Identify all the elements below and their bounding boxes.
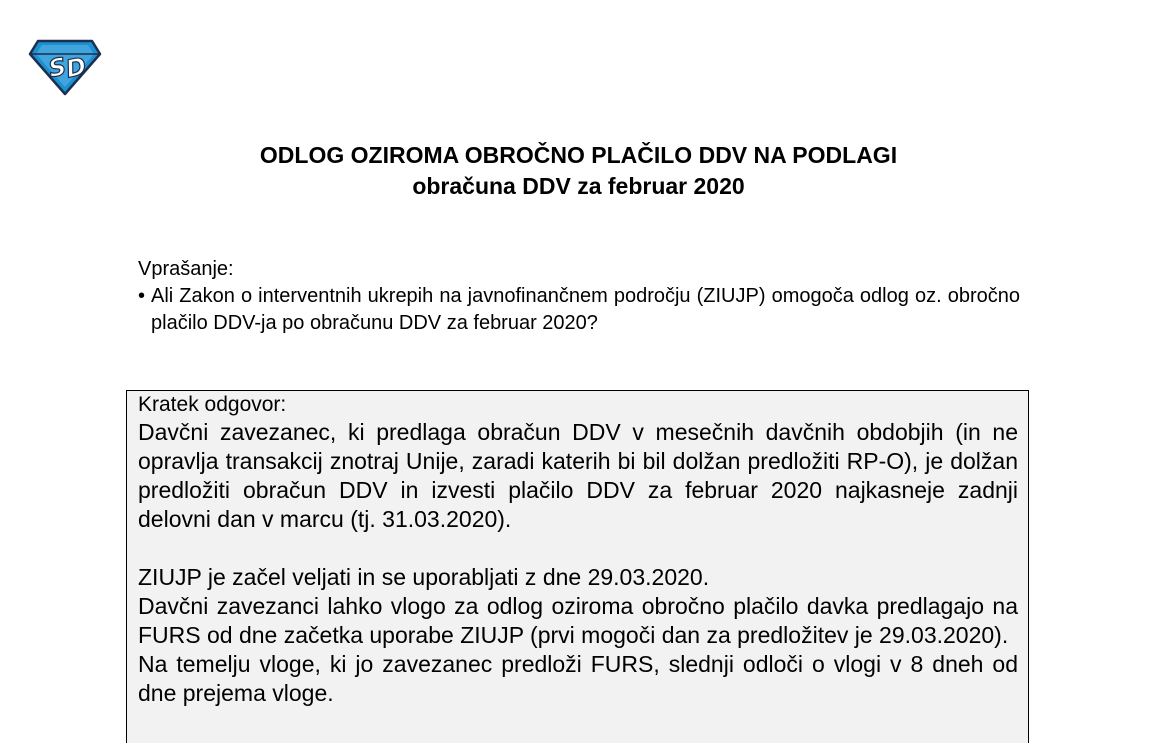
sd-logo-icon [28, 38, 102, 96]
question-bullet-item [138, 283, 1020, 337]
document-title [0, 140, 1157, 202]
title-line-2: obračuna DDV za februar 2020 [412, 173, 745, 199]
question-label: Vprašanje: [138, 258, 234, 280]
svg-text:D: D [63, 51, 89, 84]
answer-box [126, 390, 1029, 743]
answer-paragraph-2: ZIUJP je začel veljati in se uporabljati z dne 29.03.2020. [138, 564, 710, 590]
answer-paragraph-1: Davčni zavezanec, ki predlaga obračun DDV v mesečnih davčnih obdobjih (in ne opravlja transakcij znotraj Unije, zaradi katerih bi bil dolžan predložiti RP-O), je dolžan predložiti obračun DDV in izvesti plačilo DDV za februar 2020 najkasneje zadnji delovni dan v marcu (tj. 31.03.2020). [138, 419, 1018, 532]
title-line-1: ODLOG OZIROMA OBROČNO PLAČILO DDV NA PODLAGI [259, 142, 898, 168]
answer-paragraph-4: Na temelju vloge, ki jo zavezanec predloži FURS, slednji odloči o vlogi v 8 dneh od dne prejema vloge. [138, 651, 1018, 706]
answer-paragraph-3: Davčni zavezanci lahko vlogo za odlog oziroma obročno plačilo davka predlagajo na FURS od dne začetka uporabe ZIUJP (prvi mogoči dan za predložitev je 29.03.2020). [138, 593, 1018, 648]
question-section [138, 256, 1020, 337]
svg-text:S: S [46, 52, 69, 84]
answer-heading: Kratek odgovor: [138, 393, 287, 416]
bullet-icon: • [138, 285, 146, 307]
paragraph-spacer [138, 534, 1018, 563]
question-text: Ali Zakon o interventnih ukrepih na javnofinančnem področju (ZIUJP) omogoča odlog oz. obročno plačilo DDV-ja po obračunu DDV za februar 2020? [151, 285, 1020, 334]
